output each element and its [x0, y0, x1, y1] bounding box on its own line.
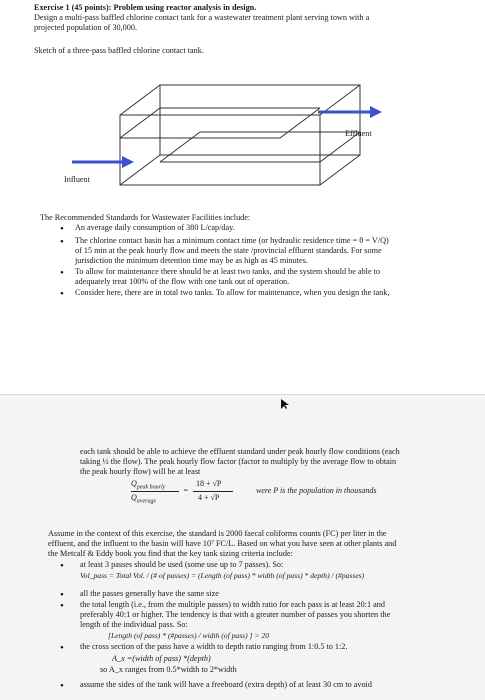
criteria-bullet: all the passes generally have the same size	[80, 589, 219, 598]
eq-equals: =	[183, 486, 189, 495]
influent-label: Influent	[64, 175, 90, 184]
eq-right-denominator: 4 + √P	[198, 493, 220, 502]
fraction-bar	[131, 491, 179, 492]
standards-bullet: To allow for maintenance there should be at least two tanks, and the system should be able to	[75, 267, 381, 276]
bullet-icon	[60, 270, 66, 276]
continued-line: each tank should be able to achieve the effluent standard under peak hourly flow conditions (each	[80, 447, 400, 456]
eq-right-numerator: 18 + √P	[196, 479, 222, 488]
standards-bullet-line: adequately treat 100% of the flow with one tank out of operation.	[75, 277, 290, 286]
sketch-caption: Sketch of a three-pass baffled chlorine contact tank.	[34, 46, 204, 55]
standards-bullet: An average daily consumption of 380 L/cap/day.	[75, 223, 235, 232]
criteria-equation: Vol_pass = Total Vol. / (# of passes) = (Length (of pass) * width (of pass) * depth) / (#passes)	[80, 571, 365, 580]
criteria-bullet-line: preferably 40:1 or higher. The tendency is that with a greater number of passes you shorten the	[80, 610, 391, 619]
assume-line: the Metcalf & Eddy book you find that the key tank sizing criteria include:	[48, 549, 293, 558]
bullet-icon	[60, 239, 66, 245]
assume-line: Assume in the context of this exercise, the standard is 2000 faecal coliforms counts (FC) per liter in the	[48, 529, 387, 538]
exercise-title: Exercise 1 (45 points): Problem using reactor analysis in design.	[34, 3, 257, 12]
assume-line: effluent, and the influent to the basin will have 10⁷ FC/L. Based on what you have seen at other plants and	[48, 539, 397, 548]
standards-bullet: Consider here, there are in total two tanks. To allow for maintenance, when you design the tank,	[75, 288, 390, 297]
exercise-text-line: projected population of 30,000.	[34, 23, 138, 32]
bullet-icon	[60, 226, 66, 232]
continued-line: taking ½ the flow). The peak hourly flow factor (factor to multiply by the average flow to obtain	[80, 457, 397, 466]
eq-where-text: were P is the population in thousands	[256, 486, 377, 495]
tank-back-face	[160, 85, 360, 155]
eq-left-denominator: $Q_{average}$	[131, 493, 157, 505]
bullet-icon	[60, 563, 66, 569]
fraction-bar	[193, 491, 233, 492]
criteria-bullet: the total length (i.e., from the multiple passes) to width ratio for each pass is at least 20:1 and	[80, 600, 385, 609]
standards-intro: The Recommended Standards for Wastewater Facilities include:	[40, 213, 251, 222]
continued-line: the peak hourly flow) will be at least	[80, 467, 201, 476]
bullet-icon	[60, 683, 66, 689]
bullet-icon	[60, 603, 66, 609]
standards-bullet: The chlorine contact basin has a minimum contact time (or hydraulic residence time = θ = V/Q)	[75, 236, 389, 245]
mouse-cursor-icon	[280, 398, 290, 410]
effluent-label: Effluent	[345, 129, 372, 138]
standards-bullet-line: jurisdiction the minimum detention time may be as high as 45 minutes.	[75, 256, 308, 265]
bullet-icon	[60, 645, 66, 651]
standards-bullet-line: of 15 min at the peak hourly flow and meets the state /provincial effluent standards. For some	[75, 246, 382, 255]
bullet-icon	[60, 592, 66, 598]
criteria-equation: [Length (of pass) * (#passes) / width (of pass) ] > 20	[108, 631, 270, 640]
criteria-bullet: at least 3 passes should be used (some use up to 7 passes). So:	[80, 560, 284, 569]
tank-front-face	[120, 115, 320, 185]
eq-left-numerator: $Q_{peak hourly}$	[131, 479, 166, 491]
criteria-bullet-line: length of the individual pass. So:	[80, 620, 188, 629]
criteria-equation: so A_x ranges from 0.5*width to 2*width	[100, 665, 237, 674]
exercise-text-line: Design a multi-pass baffled chlorine contact tank for a wastewater treatment plant serving town with a	[34, 13, 370, 22]
bullet-icon	[60, 291, 66, 297]
criteria-bullet: assume the sides of the tank will have a freeboard (extra depth) of at least 30 cm to avoid	[80, 680, 372, 689]
criteria-equation: A_x =(width of pass) *(depth)	[112, 654, 211, 663]
criteria-bullet: the cross section of the pass have a width to depth ratio ranging from 1:0.5 to 1:2.	[80, 642, 348, 651]
tank-sketch	[60, 70, 390, 200]
